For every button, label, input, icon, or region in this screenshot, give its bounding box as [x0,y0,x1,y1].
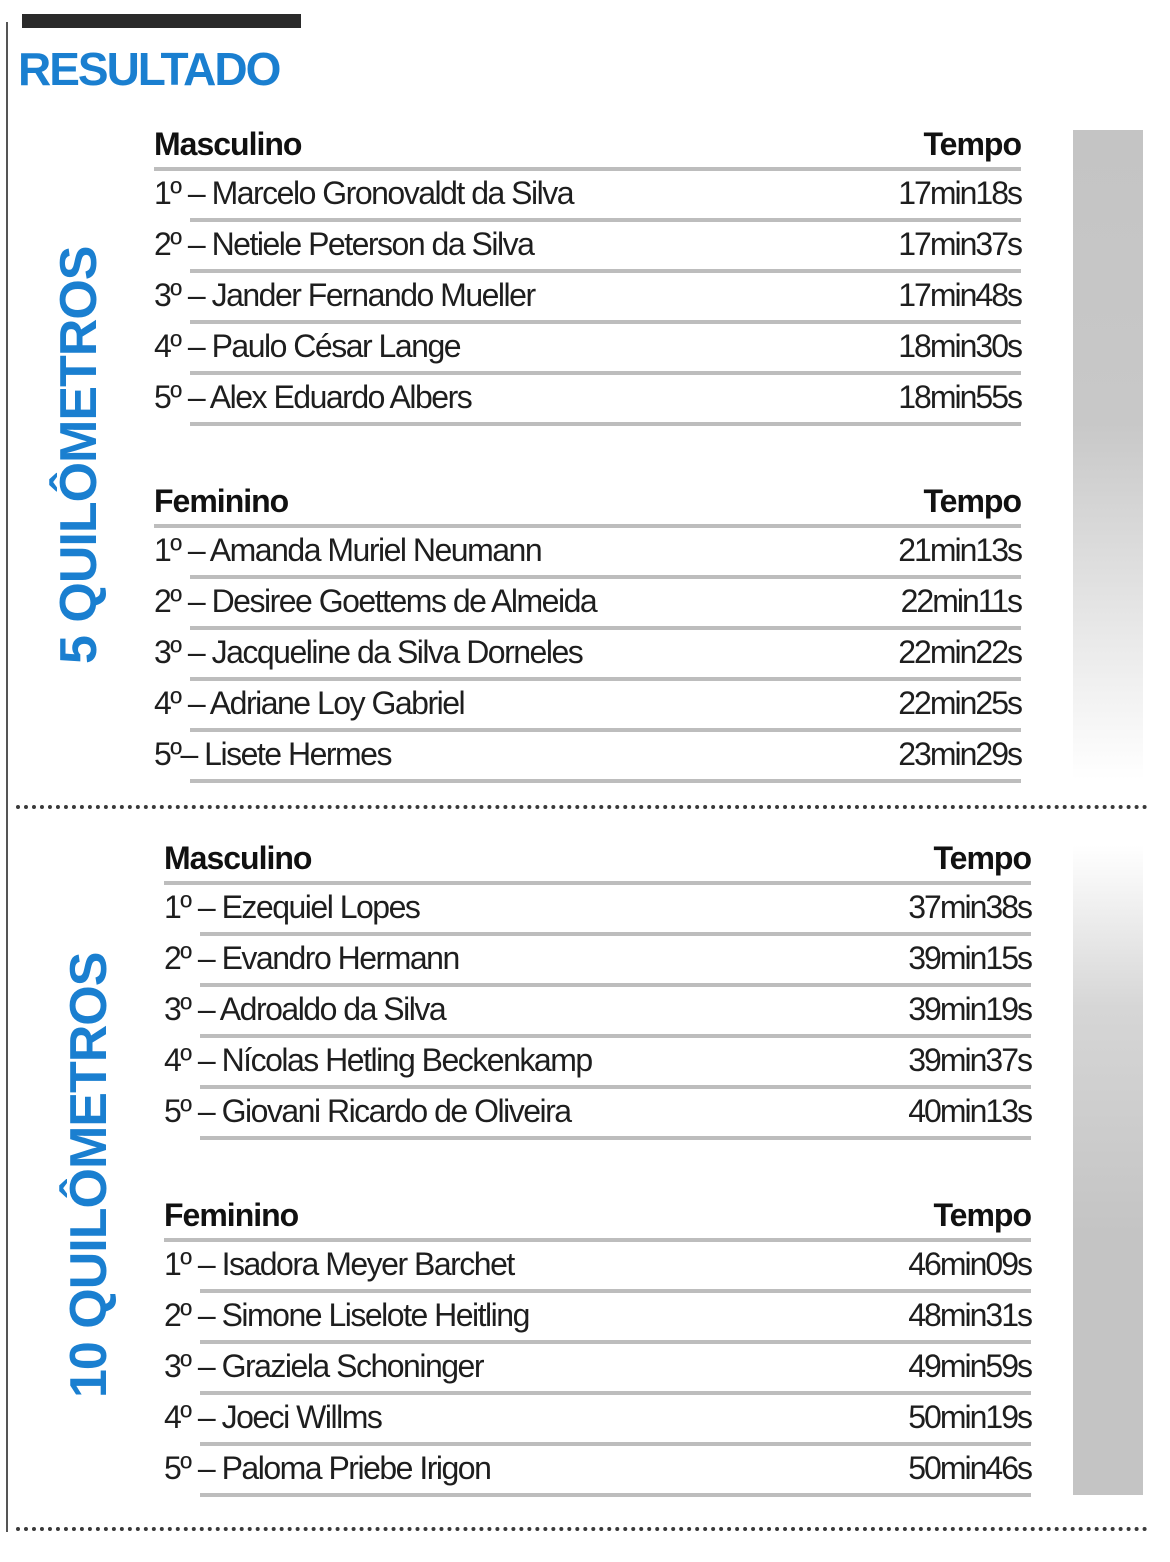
table-row [154,171,1021,222]
table-row [164,1242,1031,1293]
athlete-name: 5º – Giovani Ricardo de Oliveira [164,1093,571,1129]
table-row [164,1038,1031,1089]
athlete-name: 5º – Paloma Priebe Irigon [164,1450,491,1486]
category-label: Feminino [164,1197,299,1233]
athlete-time: 17min18s [898,175,1021,211]
group-header [164,1198,1031,1242]
athlete-time: 50min46s [908,1450,1031,1486]
group-header [154,127,1021,171]
athlete-name: 5º – Alex Eduardo Albers [154,379,472,415]
athlete-time: 49min59s [908,1348,1031,1384]
athlete-name: 4º – Nícolas Hetling Beckenkamp [164,1042,592,1078]
athlete-name: 2º – Desiree Goettems de Almeida [154,583,597,619]
table-row [164,1344,1031,1395]
athlete-name: 3º – Jacqueline da Silva Dorneles [154,634,583,670]
athlete-name: 1º – Amanda Muriel Neumann [154,532,542,568]
athlete-name: 3º – Jander Fernando Mueller [154,277,535,313]
athlete-time: 21min13s [898,532,1021,568]
athlete-name: 1º – Marcelo Gronovaldt da Silva [154,175,574,211]
left-border-rule [6,22,8,1532]
athlete-time: 48min31s [908,1297,1031,1333]
table-row [154,630,1021,681]
table-row [154,324,1021,375]
table-row [164,1395,1031,1446]
athlete-name: 3º – Adroaldo da Silva [164,991,446,1027]
athlete-time: 22min22s [898,634,1021,670]
athlete-name: 4º – Adriane Loy Gabriel [154,685,465,721]
title-top-bar [22,14,301,28]
athlete-name: 5º– Lisete Hermes [154,736,391,772]
gray-side-bar-5km [1073,130,1143,780]
table-row [164,1446,1031,1497]
group-header [154,484,1021,528]
results-10km-feminino [164,1198,1031,1497]
athlete-name: 4º – Joeci Willms [164,1399,382,1435]
athlete-time: 46min09s [908,1246,1031,1282]
table-row [154,375,1021,426]
athlete-time: 22min25s [898,685,1021,721]
athlete-time: 40min13s [908,1093,1031,1129]
athlete-name: 2º – Simone Liselote Heitling [164,1297,529,1333]
athlete-time: 23min29s [898,736,1021,772]
table-row [164,1089,1031,1140]
group-header [164,841,1031,885]
dotted-divider [16,805,1148,809]
gray-side-bar-10km [1073,845,1143,1495]
athlete-name: 1º – Ezequiel Lopes [164,889,420,925]
athlete-name: 2º – Netiele Peterson da Silva [154,226,534,262]
athlete-time: 50min19s [908,1399,1031,1435]
athlete-time: 22min11s [900,583,1021,619]
table-row [154,579,1021,630]
athlete-time: 17min48s [898,277,1021,313]
page-title: RESULTADO [18,43,280,95]
table-row [154,681,1021,732]
athlete-time: 39min37s [908,1042,1031,1078]
table-row [154,222,1021,273]
category-label: Masculino [154,126,302,162]
athlete-time: 18min55s [898,379,1021,415]
table-row [154,273,1021,324]
athlete-time: 39min15s [908,940,1031,976]
time-header: Tempo [933,840,1031,876]
athlete-time: 39min19s [908,991,1031,1027]
athlete-name: 4º – Paulo César Lange [154,328,461,364]
athlete-time: 37min38s [908,889,1031,925]
category-label: Masculino [164,840,312,876]
athlete-name: 3º – Graziela Schoninger [164,1348,483,1384]
table-row [164,885,1031,936]
table-row [154,528,1021,579]
results-5km-masculino [154,127,1021,426]
table-row [164,987,1031,1038]
dotted-divider-bottom [16,1527,1148,1531]
category-label: Feminino [154,483,289,519]
time-header: Tempo [923,126,1021,162]
table-row [154,732,1021,783]
athlete-time: 18min30s [898,328,1021,364]
table-row [164,936,1031,987]
time-header: Tempo [923,483,1021,519]
time-header: Tempo [933,1197,1031,1233]
section-label-5km: 5 QUILÔMETROS [50,246,108,664]
athlete-time: 17min37s [898,226,1021,262]
athlete-name: 1º – Isadora Meyer Barchet [164,1246,514,1282]
results-5km-feminino [154,484,1021,783]
results-10km-masculino [164,841,1031,1140]
section-label-10km: 10 QUILÔMETROS [60,952,118,1398]
athlete-name: 2º – Evandro Hermann [164,940,459,976]
table-row [164,1293,1031,1344]
